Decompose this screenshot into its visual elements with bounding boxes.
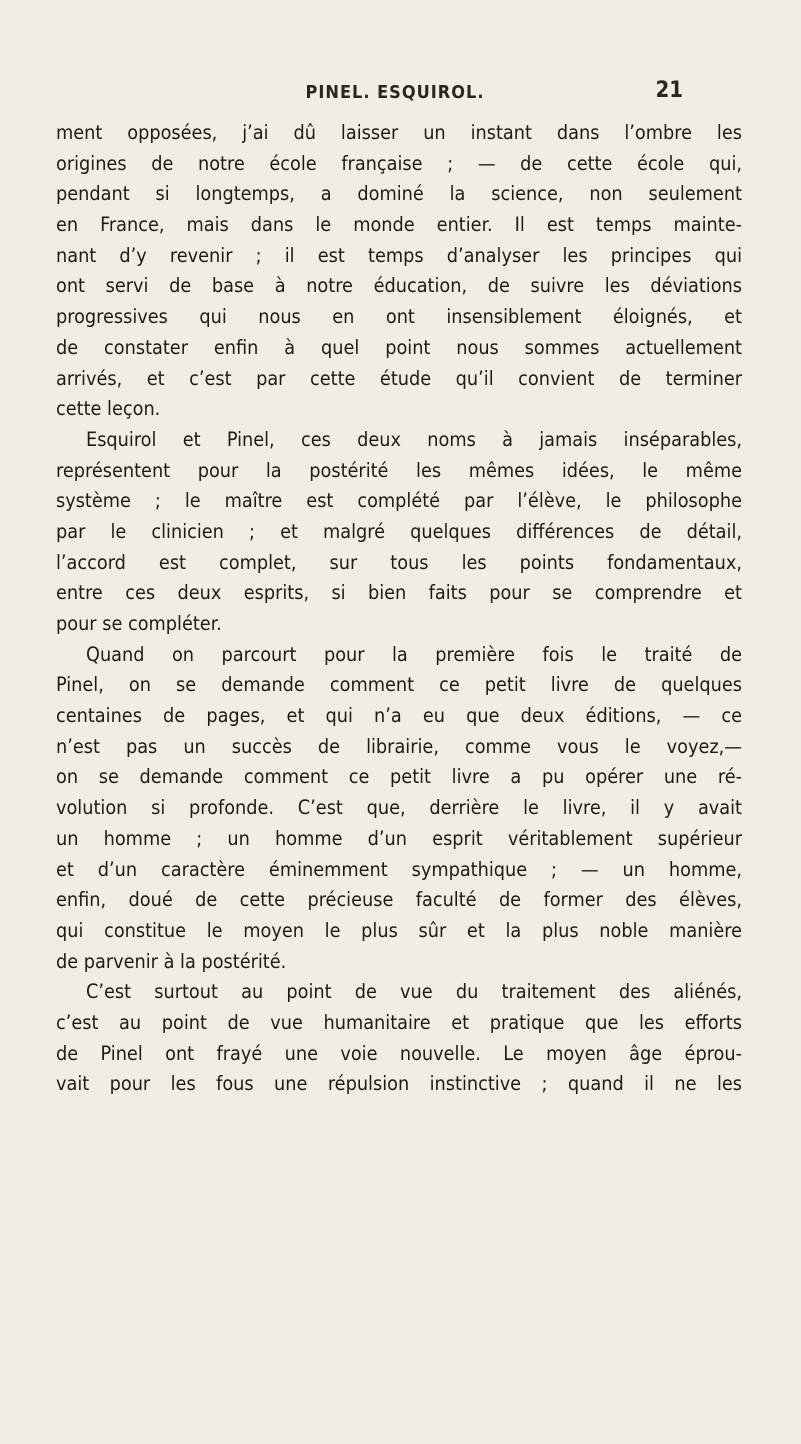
text-line: l’accord est complet, sur tous les points fondamentaux, (56, 550, 742, 574)
text-line: de constater enfin à quel point nous sommes actuellement (56, 335, 742, 359)
text-line: système ; le maître est complété par l’élève, le philosophe (56, 489, 742, 513)
text-line: c’est au point de vue humanitaire et pratique que les efforts (56, 1010, 742, 1034)
text-line: Pinel, on se demande comment ce petit livre de quelques (56, 673, 742, 697)
text-line: Esquirol et Pinel, ces deux noms à jamais inséparables, (86, 427, 742, 451)
text-line: de Pinel ont frayé une voie nouvelle. Le moyen âge éprou- (56, 1041, 742, 1065)
text-line: représentent pour la postérité les mêmes idées, le même (56, 458, 742, 482)
text-line: vait pour les fous une répulsion instinctive ; quand il ne les (56, 1072, 742, 1096)
text-line: enfin, doué de cette précieuse faculté de former des élèves, (56, 888, 742, 912)
text-line: nant d’y revenir ; il est temps d’analyser les principes qui (56, 243, 742, 267)
page-number: 21 (655, 78, 683, 103)
text-line: C’est surtout au point de vue du traitement des aliénés, (86, 980, 742, 1004)
text-line: volution si profonde. C’est que, derrière le livre, il y avait (56, 796, 742, 820)
text-line: pour se compléter. (56, 612, 222, 635)
text-line: arrivés, et c’est par cette étude qu’il convient de terminer (56, 366, 742, 390)
text-line: entre ces deux esprits, si bien faits pour se comprendre et (56, 581, 742, 605)
text-line: ont servi de base à notre éducation, de suivre les déviations (56, 274, 742, 298)
text-line: qui constitue le moyen le plus sûr et la plus noble manière (56, 918, 742, 942)
text-line: progressives qui nous en ont insensiblement éloignés, et (56, 305, 742, 329)
text-line: origines de notre école française ; — de cette école qui, (56, 151, 742, 175)
running-title: PINEL. ESQUIROL. (305, 82, 485, 103)
text-line: ment opposées, j’ai dû laisser un instant dans l’ombre les (56, 121, 742, 144)
text-line: pendant si longtemps, a dominé la science, non seulement (56, 182, 742, 206)
text-line: centaines de pages, et qui n’a eu que deux éditions, — ce (56, 704, 742, 728)
text-line: par le clinicien ; et malgré quelques différences de détail, (56, 519, 742, 543)
text-line: Quand on parcourt pour la première fois le traité de (86, 642, 742, 666)
text-line: on se demande comment ce petit livre a pu opérer une ré- (56, 765, 742, 789)
text-line: n’est pas un succès de librairie, comme vous le voyez,— (56, 734, 742, 758)
text-line: et d’un caractère éminemment sympathique ; — un homme, (56, 857, 742, 881)
text-line: de parvenir à la postérité. (56, 949, 287, 973)
body-text (56, 118, 742, 1100)
text-line: un homme ; un homme d’un esprit véritablement supérieur (56, 826, 742, 850)
text-line: en France, mais dans le monde entier. Il est temps mainte- (56, 213, 742, 237)
text-line: cette leçon. (56, 397, 161, 421)
